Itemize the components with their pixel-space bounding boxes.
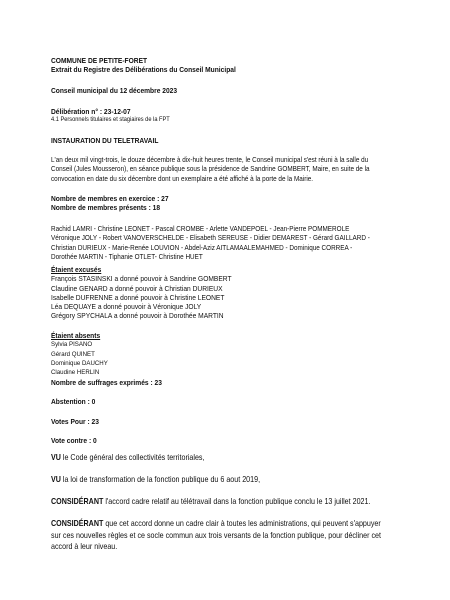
absent-section — [51, 331, 371, 377]
votes-for-count: Votes Pour : 23 — [51, 417, 99, 426]
intro-line: convocation en date du six décembre dont un exemplaire a été affiché à la porte de la Mairie. — [51, 173, 314, 183]
document-title — [51, 136, 371, 145]
excused-heading: Étaient excusés — [51, 265, 102, 274]
votes-expressed — [51, 378, 371, 387]
vu-loi — [51, 474, 356, 486]
absent-line: Gérard QUINET — [51, 350, 95, 358]
absent-line: Dominique DAUCHY — [51, 359, 108, 367]
considerant-text: accord à leur niveau. — [51, 541, 118, 552]
abstention-count: Abstention : 0 — [51, 397, 96, 406]
votes-against-count: Vote contre : 0 — [51, 436, 97, 445]
excused-line: Grégory SPYCHALA a donné pouvoir à Dorothée MARTIN — [51, 311, 224, 321]
excused-line: Léa DEQUAYE a donné pouvoir à Véronique JOLY — [51, 302, 202, 312]
members-present: Nombre de membres présents : 18 — [51, 203, 161, 213]
suffrages-expressed: Nombre de suffrages exprimés : 23 — [51, 378, 162, 387]
considerant-label: CONSIDÉRANT — [51, 496, 104, 506]
intro-paragraph — [51, 155, 412, 183]
considerant-accord — [51, 496, 412, 508]
considerant-text: sur ces nouvelles règles et ce socle commun aux trois versants de la fonction publique, pour décliner cet — [51, 529, 381, 540]
register-extract: Extrait du Registre des Délibérations du Conseil Municipal — [51, 65, 236, 75]
commune-name: COMMUNE DE PETITE-FORET — [51, 56, 148, 65]
present-line: Véronique JOLY - Robert VANOVERSCHELDE - Elisabeth SEREUSE - Didier DEMAREST - Gérard GAILLARD - — [51, 233, 370, 243]
intro-line: Conseil (Jules Mousseron), en séance publique sous la présidence de Sandrine GOMBERT, Maire, en suite de la — [51, 164, 370, 174]
excused-line: Claudine GENARD a donné pouvoir à Christian DURIEUX — [51, 283, 223, 293]
absent-line: Sylvia PISANO — [51, 341, 93, 349]
excused-section — [51, 265, 371, 321]
vu-label: VU — [51, 452, 61, 462]
votes-for — [51, 417, 371, 426]
considerant-label: CONSIDÉRANT — [51, 518, 104, 528]
votes-against — [51, 436, 371, 445]
header-block — [51, 56, 371, 75]
votes-abstention — [51, 397, 371, 406]
absent-heading: Étaient absents — [51, 331, 101, 340]
deliberation-block — [51, 107, 371, 124]
considerant-text: que cet accord donne un cadre clair à toutes les administrations, qui peuvent s'appuyer — [103, 518, 381, 528]
present-line: Dorothée MARTIN - Tiphanie OTLET- Christine HUET — [51, 251, 203, 261]
excused-line: François STASINSKI a donné pouvoir à Sandrine GOMBERT — [51, 274, 232, 284]
present-members-list — [51, 224, 412, 261]
present-line: Rachid LAMRI - Christine LEONET - Pascal CROMBE - Arlette VANDEPOEL - Jean-Pierre POMMEROLE — [51, 224, 350, 233]
considerant-cadre — [51, 518, 412, 553]
meeting-title: Conseil municipal du 12 décembre 2023 — [51, 86, 178, 95]
excused-line: Isabelle DUFRENNE a donné pouvoir à Christine LEONET — [51, 292, 225, 302]
vu-text: la loi de transformation de la fonction publique du 6 aout 2019, — [60, 474, 261, 484]
intro-line: L'an deux mil vingt-trois, le douze décembre à dix-huit heures trente, le Conseil municipal s'est réuni à la salle du — [51, 155, 369, 164]
deliberation-category: 4.1 Personnels titulaires et stagiaires de la FPT — [51, 116, 170, 124]
vu-label: VU — [51, 474, 61, 484]
members-in-office: Nombre de membres en exercice : 27 — [51, 194, 169, 203]
considerant-text: l'accord cadre relatif au télétravail dans la fonction publique conclu le 13 juillet 2021. — [103, 496, 371, 506]
members-count — [51, 194, 371, 213]
meeting-date — [51, 86, 371, 95]
vu-code — [51, 452, 356, 464]
vu-text: le Code général des collectivités territoriales, — [60, 452, 205, 462]
present-line: Christian DURIEUX - Marie-Renée LOUVION - Abdel-Aziz AITLAMAALEMAHMED - Dominique CORREA - — [51, 242, 353, 252]
title-text: INSTAURATION DU TELETRAVAIL — [51, 136, 159, 145]
deliberation-number: Délibération n° : 23-12-07 — [51, 107, 131, 116]
absent-line: Claudine HERLIN — [51, 369, 100, 377]
